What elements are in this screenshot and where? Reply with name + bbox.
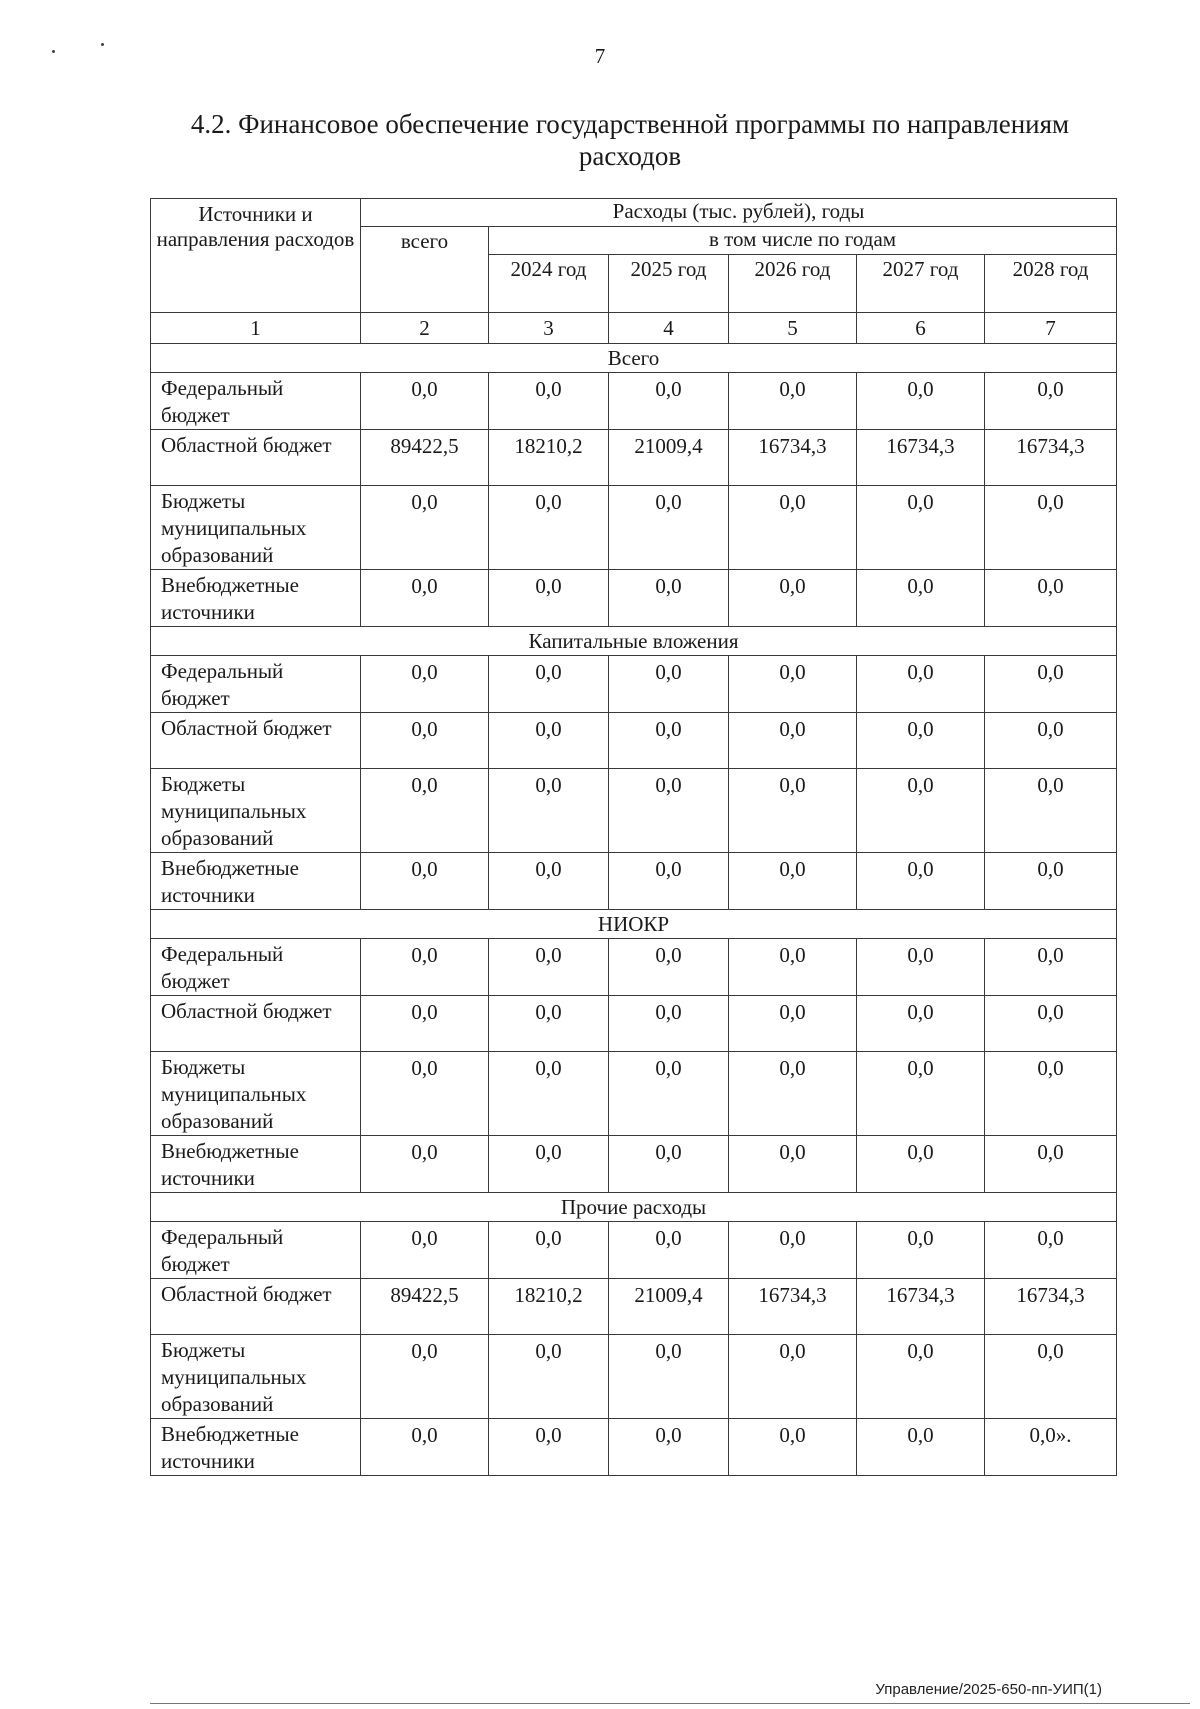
total-value-cell: 0,0	[361, 1052, 489, 1136]
funding-source-label: Федеральный бюджет	[151, 373, 361, 430]
year-value-cell: 16734,3	[857, 1279, 985, 1335]
column-number: 3	[489, 313, 609, 344]
header-sources: Источники и направления расходов	[151, 199, 361, 313]
year-value-cell: 16734,3	[729, 430, 857, 486]
year-value-cell: 0,0	[857, 656, 985, 713]
year-value-cell: 0,0	[609, 713, 729, 769]
year-value-cell: 0,0	[985, 570, 1117, 627]
table-row	[151, 853, 1117, 910]
year-value-cell: 0,0	[489, 1222, 609, 1279]
year-value-cell: 0,0	[489, 996, 609, 1052]
year-value-cell: 0,0	[857, 713, 985, 769]
year-value-cell: 0,0	[609, 1136, 729, 1193]
funding-source-label: Областной бюджет	[151, 430, 361, 486]
year-value-cell: 0,0	[729, 570, 857, 627]
year-value-cell: 0,0	[609, 996, 729, 1052]
year-value-cell: 0,0	[857, 1419, 985, 1476]
document-footer: Управление/2025-650-пп-УИП(1)	[875, 1681, 1102, 1698]
total-value-cell: 89422,5	[361, 1279, 489, 1335]
header-by-years: в том числе по годам	[489, 227, 1117, 255]
year-value-cell: 0,0	[857, 853, 985, 910]
year-value-cell: 0,0	[985, 769, 1117, 853]
table-row	[151, 769, 1117, 853]
header-year: 2027 год	[857, 255, 985, 313]
year-value-cell: 0,0	[609, 373, 729, 430]
table-row	[151, 1335, 1117, 1419]
funding-source-label: Бюджеты муниципальных образований	[151, 486, 361, 570]
year-value-cell: 0,0	[729, 1052, 857, 1136]
year-value-cell: 0,0	[489, 1335, 609, 1419]
total-value-cell: 0,0	[361, 713, 489, 769]
table-row	[151, 939, 1117, 996]
section-row	[151, 1193, 1117, 1222]
funding-source-label: Внебюджетные источники	[151, 1136, 361, 1193]
section-title: Капитальные вложения	[151, 627, 1117, 656]
table-row	[151, 656, 1117, 713]
year-value-cell: 16734,3	[857, 430, 985, 486]
header-year: 2025 год	[609, 255, 729, 313]
funding-source-label: Внебюджетные источники	[151, 853, 361, 910]
funding-source-label: Бюджеты муниципальных образований	[151, 1052, 361, 1136]
year-value-cell: 0,0	[857, 939, 985, 996]
year-value-cell: 0,0	[729, 656, 857, 713]
header-year: 2024 год	[489, 255, 609, 313]
year-value-cell: 0,0	[609, 486, 729, 570]
year-value-cell: 0,0	[985, 1335, 1117, 1419]
year-value-cell: 0,0	[729, 1136, 857, 1193]
year-value-cell: 0,0	[489, 713, 609, 769]
header-expenses: Расходы (тыс. рублей), годы	[361, 199, 1117, 227]
year-value-cell: 0,0	[609, 656, 729, 713]
year-value-cell: 0,0	[729, 853, 857, 910]
total-value-cell: 0,0	[361, 656, 489, 713]
financing-table	[150, 198, 1117, 1476]
year-value-cell: 0,0	[609, 1335, 729, 1419]
year-value-cell: 0,0	[985, 1052, 1117, 1136]
year-value-cell: 0,0	[985, 996, 1117, 1052]
year-value-cell: 0,0	[857, 373, 985, 430]
year-value-cell: 0,0	[609, 769, 729, 853]
column-number: 2	[361, 313, 489, 344]
year-value-cell: 0,0	[609, 1222, 729, 1279]
year-value-cell: 0,0	[609, 1052, 729, 1136]
year-value-cell: 0,0».	[985, 1419, 1117, 1476]
table-row	[151, 1279, 1117, 1335]
total-value-cell: 0,0	[361, 1335, 489, 1419]
year-value-cell: 0,0	[857, 1222, 985, 1279]
year-value-cell: 0,0	[489, 570, 609, 627]
year-value-cell: 0,0	[609, 939, 729, 996]
table-row	[151, 1419, 1117, 1476]
table-row	[151, 1052, 1117, 1136]
year-value-cell: 16734,3	[985, 430, 1117, 486]
year-value-cell: 0,0	[489, 853, 609, 910]
funding-source-label: Внебюджетные источники	[151, 1419, 361, 1476]
page-title: 4.2. Финансовое обеспечение государственной программы по направлениям расходов	[190, 109, 1070, 171]
bottom-rule	[150, 1703, 1190, 1704]
year-value-cell: 0,0	[729, 373, 857, 430]
year-value-cell: 16734,3	[729, 1279, 857, 1335]
section-row	[151, 344, 1117, 373]
table-row	[151, 373, 1117, 430]
year-value-cell: 0,0	[729, 486, 857, 570]
table-row	[151, 1136, 1117, 1193]
year-value-cell: 0,0	[489, 1052, 609, 1136]
total-value-cell: 0,0	[361, 373, 489, 430]
total-value-cell: 0,0	[361, 486, 489, 570]
funding-source-label: Бюджеты муниципальных образований	[151, 1335, 361, 1419]
year-value-cell: 0,0	[985, 853, 1117, 910]
year-value-cell: 0,0	[489, 769, 609, 853]
column-number: 6	[857, 313, 985, 344]
section-title: НИОКР	[151, 910, 1117, 939]
table-row	[151, 570, 1117, 627]
year-value-cell: 0,0	[985, 713, 1117, 769]
funding-source-label: Федеральный бюджет	[151, 939, 361, 996]
year-value-cell: 16734,3	[985, 1279, 1117, 1335]
total-value-cell: 0,0	[361, 769, 489, 853]
section-title: Прочие расходы	[151, 1193, 1117, 1222]
year-value-cell: 0,0	[857, 1335, 985, 1419]
year-value-cell: 0,0	[857, 996, 985, 1052]
funding-source-label: Областной бюджет	[151, 996, 361, 1052]
year-value-cell: 0,0	[985, 486, 1117, 570]
funding-source-label: Областной бюджет	[151, 1279, 361, 1335]
header-total: всего	[361, 227, 489, 313]
year-value-cell: 0,0	[985, 1222, 1117, 1279]
year-value-cell: 0,0	[609, 570, 729, 627]
column-number: 5	[729, 313, 857, 344]
year-value-cell: 0,0	[729, 713, 857, 769]
year-value-cell: 0,0	[857, 769, 985, 853]
year-value-cell: 0,0	[489, 939, 609, 996]
total-value-cell: 0,0	[361, 570, 489, 627]
year-value-cell: 0,0	[729, 1335, 857, 1419]
year-value-cell: 0,0	[857, 1136, 985, 1193]
year-value-cell: 0,0	[489, 373, 609, 430]
page-number: 7	[594, 44, 606, 68]
header-year: 2028 год	[985, 255, 1117, 313]
year-value-cell: 0,0	[857, 1052, 985, 1136]
year-value-cell: 0,0	[729, 939, 857, 996]
total-value-cell: 89422,5	[361, 430, 489, 486]
table-row	[151, 430, 1117, 486]
total-value-cell: 0,0	[361, 1136, 489, 1193]
total-value-cell: 0,0	[361, 1222, 489, 1279]
year-value-cell: 0,0	[609, 853, 729, 910]
table-row	[151, 1222, 1117, 1279]
year-value-cell: 0,0	[857, 570, 985, 627]
year-value-cell: 0,0	[489, 1419, 609, 1476]
total-value-cell: 0,0	[361, 1419, 489, 1476]
year-value-cell: 0,0	[489, 486, 609, 570]
funding-source-label: Областной бюджет	[151, 713, 361, 769]
total-value-cell: 0,0	[361, 939, 489, 996]
column-number: 4	[609, 313, 729, 344]
year-value-cell: 0,0	[729, 769, 857, 853]
total-value-cell: 0,0	[361, 853, 489, 910]
year-value-cell: 18210,2	[489, 1279, 609, 1335]
header-year: 2026 год	[729, 255, 857, 313]
total-value-cell: 0,0	[361, 996, 489, 1052]
section-row	[151, 627, 1117, 656]
year-value-cell: 0,0	[489, 656, 609, 713]
funding-source-label: Федеральный бюджет	[151, 656, 361, 713]
year-value-cell: 0,0	[609, 1419, 729, 1476]
year-value-cell: 0,0	[729, 1222, 857, 1279]
table-row	[151, 486, 1117, 570]
column-number: 1	[151, 313, 361, 344]
section-row	[151, 910, 1117, 939]
table-row	[151, 996, 1117, 1052]
year-value-cell: 0,0	[985, 656, 1117, 713]
section-title: Всего	[151, 344, 1117, 373]
year-value-cell: 0,0	[985, 1136, 1117, 1193]
year-value-cell: 0,0	[729, 996, 857, 1052]
year-value-cell: 0,0	[729, 1419, 857, 1476]
funding-source-label: Внебюджетные источники	[151, 570, 361, 627]
year-value-cell: 0,0	[489, 1136, 609, 1193]
funding-source-label: Федеральный бюджет	[151, 1222, 361, 1279]
year-value-cell: 21009,4	[609, 430, 729, 486]
column-number: 7	[985, 313, 1117, 344]
table-row	[151, 713, 1117, 769]
year-value-cell: 0,0	[985, 373, 1117, 430]
year-value-cell: 0,0	[985, 939, 1117, 996]
year-value-cell: 0,0	[857, 486, 985, 570]
funding-source-label: Бюджеты муниципальных образований	[151, 769, 361, 853]
year-value-cell: 21009,4	[609, 1279, 729, 1335]
year-value-cell: 18210,2	[489, 430, 609, 486]
